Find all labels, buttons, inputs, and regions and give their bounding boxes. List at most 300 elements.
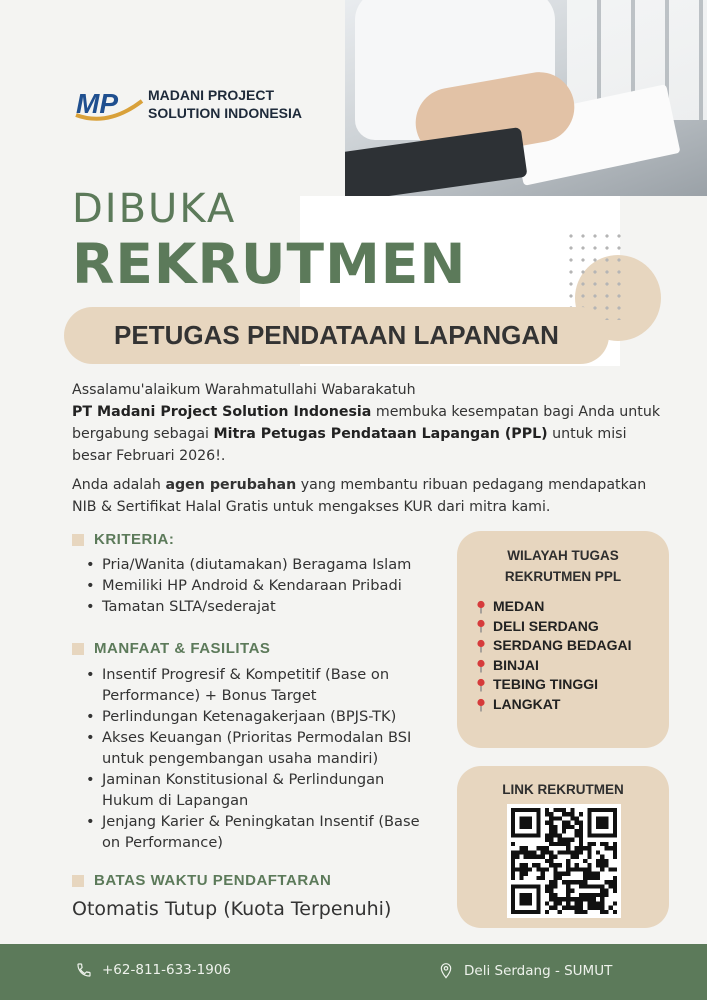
qr-module	[579, 880, 583, 884]
qr-module	[562, 808, 566, 812]
intro-paragraph	[72, 379, 662, 467]
qr-module	[536, 867, 540, 871]
qr-module	[579, 867, 583, 871]
qr-module	[587, 855, 591, 859]
qr-module	[579, 812, 583, 816]
qr-module	[604, 842, 608, 846]
qr-module	[575, 829, 579, 833]
qr-module	[549, 880, 553, 884]
qr-module	[579, 893, 583, 897]
list-item: • Jenjang Karier & Peningkatan Insentif (Base on Performance)	[86, 811, 432, 853]
qr-module	[600, 893, 604, 897]
qr-module	[553, 842, 557, 846]
qr-module	[570, 812, 574, 816]
qr-module	[553, 893, 557, 897]
qr-module	[545, 808, 549, 812]
qr-module	[541, 850, 545, 854]
qr-module	[592, 884, 596, 888]
qr-module	[566, 859, 570, 863]
qr-module	[511, 859, 515, 863]
qr-module	[553, 867, 557, 871]
intro-paragraph-2	[72, 474, 662, 518]
position-pill: PETUGAS PENDATAAN LAPANGAN	[64, 307, 609, 364]
qr-module	[528, 855, 532, 859]
qr-module	[609, 867, 613, 871]
qr-module	[579, 910, 583, 914]
qr-module	[545, 838, 549, 842]
list-item: MEDAN	[475, 597, 631, 617]
qr-module	[562, 821, 566, 825]
qr-finder	[519, 816, 532, 829]
qr-module	[549, 889, 553, 893]
qr-module	[528, 867, 532, 871]
deadline-value: Otomatis Tutup (Kuota Terpenuhi)	[72, 898, 392, 920]
qr-module	[519, 867, 523, 871]
map-pin-icon	[475, 619, 487, 633]
qr-module	[592, 876, 596, 880]
qr-module	[566, 838, 570, 842]
company-logo	[72, 86, 302, 122]
qr-module	[587, 893, 591, 897]
qr-module	[524, 863, 528, 867]
qr-module	[566, 884, 570, 888]
list-item: TEBING TINGGI	[475, 675, 631, 695]
qr-module	[587, 906, 591, 910]
qr-module	[587, 867, 591, 871]
qr-module	[600, 863, 604, 867]
mp-logo-icon	[72, 87, 144, 121]
list-item: • Insentif Progresif & Kompetitif (Base on Performance) + Bonus Target	[86, 664, 432, 706]
qr-module	[562, 838, 566, 842]
qr-module	[596, 850, 600, 854]
qr-module	[583, 876, 587, 880]
qr-module	[575, 821, 579, 825]
qr-module	[558, 842, 562, 846]
wilayah-list	[475, 597, 631, 715]
qr-module	[558, 816, 562, 820]
qr-module	[604, 910, 608, 914]
qr-module	[609, 884, 613, 888]
location-pin-icon	[438, 962, 454, 980]
qr-module	[579, 846, 583, 850]
qr-module	[566, 872, 570, 876]
qr-code-icon	[511, 808, 617, 914]
wilayah-title	[457, 545, 669, 587]
batas-title: BATAS WAKTU PENDAFTARAN	[94, 872, 332, 889]
qr-module	[553, 872, 557, 876]
qr-module	[613, 889, 617, 893]
qr-module	[566, 850, 570, 854]
qr-module	[511, 842, 515, 846]
location-text: Deli Serdang - SUMUT	[464, 963, 613, 979]
qr-module	[613, 876, 617, 880]
qr-module	[596, 872, 600, 876]
intro2-a: Anda adalah	[72, 477, 166, 493]
qr-module	[587, 850, 591, 854]
qr-module	[592, 842, 596, 846]
qr-module	[541, 867, 545, 871]
qr-module	[592, 901, 596, 905]
list-item: DELI SERDANG	[475, 617, 631, 637]
qr-module	[558, 838, 562, 842]
qr-module	[532, 850, 536, 854]
qr-module	[553, 880, 557, 884]
qr-module	[558, 872, 562, 876]
qr-module	[596, 893, 600, 897]
qr-module	[570, 838, 574, 842]
qr-module	[609, 846, 613, 850]
qr-module	[604, 846, 608, 850]
qr-module	[545, 867, 549, 871]
qr-module	[592, 872, 596, 876]
qr-module	[609, 906, 613, 910]
qr-module	[549, 825, 553, 829]
qr-module	[549, 816, 553, 820]
qr-module	[566, 867, 570, 871]
qr-module	[566, 889, 570, 893]
qr-module	[519, 846, 523, 850]
qr-module	[558, 876, 562, 880]
link-title: LINK REKRUTMEN	[502, 782, 624, 797]
qr-module	[600, 884, 604, 888]
qr-module	[532, 855, 536, 859]
qr-module	[613, 842, 617, 846]
qr-module	[566, 880, 570, 884]
map-pin-icon	[475, 678, 487, 692]
kriteria-heading	[72, 531, 174, 548]
qr-module	[575, 816, 579, 820]
qr-module	[579, 833, 583, 837]
qr-module	[600, 901, 604, 905]
qr-module	[596, 859, 600, 863]
qr-module	[575, 855, 579, 859]
qr-module	[566, 825, 570, 829]
logo-initials: MP	[76, 88, 118, 119]
qr-module	[579, 821, 583, 825]
qr-module	[579, 901, 583, 905]
qr-module	[536, 876, 540, 880]
qr-module	[600, 889, 604, 893]
qr-module	[579, 906, 583, 910]
list-item: SERDANG BEDAGAI	[475, 636, 631, 656]
qr-module	[511, 872, 515, 876]
qr-module	[545, 812, 549, 816]
qr-module	[562, 842, 566, 846]
qr-module	[545, 846, 549, 850]
qr-module	[545, 859, 549, 863]
qr-module	[575, 863, 579, 867]
qr-module	[604, 893, 608, 897]
list-item: • Memiliki HP Android & Kendaraan Pribadi	[86, 575, 446, 596]
qr-module	[515, 867, 519, 871]
qr-module	[600, 842, 604, 846]
footer-location	[438, 962, 612, 980]
qr-module	[579, 897, 583, 901]
qr-module	[587, 876, 591, 880]
map-pin-icon	[475, 639, 487, 653]
qr-module	[596, 884, 600, 888]
wilayah-title-line2: REKRUTMEN PPL	[504, 569, 622, 584]
qr-module	[511, 855, 515, 859]
square-bullet-icon	[72, 534, 84, 546]
qr-module	[519, 863, 523, 867]
wilayah-title-line1: WILAYAH TUGAS	[507, 548, 619, 563]
qr-module	[583, 872, 587, 876]
qr-module	[511, 863, 515, 867]
qr-module	[570, 808, 574, 812]
list-item: • Pria/Wanita (diutamakan) Beragama Islam	[86, 554, 446, 575]
qr-module	[541, 855, 545, 859]
intro2-b: yang membantu ribuan pedagang mendapatkan NIB & Sertifikat Halal Gratis untuk mengakses KUR dari mitra kami.	[72, 477, 647, 515]
qr-module	[553, 897, 557, 901]
qr-module	[583, 897, 587, 901]
qr-module	[545, 833, 549, 837]
qr-module	[549, 897, 553, 901]
qr-module	[558, 910, 562, 914]
qr-module	[566, 821, 570, 825]
list-item: • Jaminan Konstitusional & Perlindungan Hukum di Lapangan	[86, 769, 432, 811]
qr-module	[587, 901, 591, 905]
qr-module	[553, 863, 557, 867]
qr-module	[532, 863, 536, 867]
qr-module	[545, 901, 549, 905]
qr-module	[583, 880, 587, 884]
qr-module	[524, 855, 528, 859]
kriteria-list	[86, 554, 446, 617]
qr-module	[549, 906, 553, 910]
qr-module	[570, 880, 574, 884]
qr-module	[587, 863, 591, 867]
list-item: LANGKAT	[475, 695, 631, 715]
qr-module	[519, 876, 523, 880]
qr-module	[558, 901, 562, 905]
qr-module	[566, 897, 570, 901]
company-name: PT Madani Project Solution Indonesia	[72, 404, 372, 420]
qr-module	[592, 906, 596, 910]
qr-module	[575, 850, 579, 854]
qr-module	[596, 901, 600, 905]
headline-dibuka: DIBUKA	[72, 186, 237, 232]
qr-module	[575, 901, 579, 905]
qr-module	[519, 850, 523, 854]
qr-module	[515, 850, 519, 854]
qr-module	[536, 863, 540, 867]
qr-module	[558, 850, 562, 854]
qr-module	[545, 889, 549, 893]
manfaat-title: MANFAAT & FASILITAS	[94, 640, 271, 657]
qr-module	[583, 884, 587, 888]
qr-module	[600, 855, 604, 859]
qr-module	[575, 906, 579, 910]
qr-module	[604, 889, 608, 893]
qr-module	[519, 872, 523, 876]
qr-module	[583, 846, 587, 850]
qr-module	[579, 829, 583, 833]
qr-module	[613, 880, 617, 884]
qr-module	[600, 897, 604, 901]
qr-module	[587, 842, 591, 846]
qr-module	[545, 910, 549, 914]
qr-module	[524, 850, 528, 854]
qr-module	[541, 846, 545, 850]
qr-module	[511, 876, 515, 880]
phone-number: +62-811-633-1906	[102, 962, 231, 978]
qr-module	[570, 906, 574, 910]
qr-module	[579, 884, 583, 888]
qr-module	[596, 906, 600, 910]
qr-module	[549, 859, 553, 863]
qr-module	[553, 833, 557, 837]
intro-text1: membuka kesempatan bagi Anda untuk bergabung sebagai	[72, 404, 661, 442]
qr-module	[549, 855, 553, 859]
map-pin-icon	[475, 600, 487, 614]
qr-module	[553, 855, 557, 859]
header-photo	[345, 0, 707, 196]
qr-module	[549, 821, 553, 825]
qr-module	[545, 821, 549, 825]
qr-module	[575, 910, 579, 914]
qr-module	[524, 846, 528, 850]
qr-module	[587, 897, 591, 901]
qr-module	[583, 859, 587, 863]
qr-module	[587, 872, 591, 876]
qr-module	[604, 863, 608, 867]
greeting: Assalamu'alaikum Warahmatullahi Wabarakatuh	[72, 382, 416, 398]
qr-module	[515, 855, 519, 859]
qr-module	[562, 829, 566, 833]
qr-module	[511, 867, 515, 871]
qr-module	[575, 867, 579, 871]
qr-module	[570, 867, 574, 871]
qr-module	[566, 906, 570, 910]
qr-module	[541, 876, 545, 880]
qr-module	[562, 850, 566, 854]
list-item: • Perlindungan Ketenagakerjaan (BPJS-TK)	[86, 706, 432, 727]
qr-module	[549, 838, 553, 842]
qr-finder	[519, 893, 532, 906]
qr-module	[613, 846, 617, 850]
qr-module	[570, 850, 574, 854]
qr-module	[553, 901, 557, 905]
qr-module	[545, 850, 549, 854]
qr-module	[596, 863, 600, 867]
qr-module	[613, 867, 617, 871]
qr-module	[549, 812, 553, 816]
qr-module	[579, 850, 583, 854]
wilayah-card	[457, 531, 669, 748]
qr-module	[570, 816, 574, 820]
qr-finder	[596, 816, 609, 829]
qr-module	[524, 872, 528, 876]
qr-module	[570, 889, 574, 893]
role-name: Mitra Petugas Pendataan Lapangan (PPL)	[213, 426, 548, 442]
qr-module	[549, 863, 553, 867]
qr-module	[583, 893, 587, 897]
qr-module	[575, 897, 579, 901]
list-item: BINJAI	[475, 656, 631, 676]
brand-name-line1: MADANI PROJECT	[148, 87, 275, 103]
qr-module	[536, 855, 540, 859]
qr-module	[600, 867, 604, 871]
footer-bar	[0, 944, 707, 1000]
qr-module	[549, 884, 553, 888]
qr-module	[558, 897, 562, 901]
manfaat-heading	[72, 640, 270, 657]
qr-module	[562, 872, 566, 876]
qr-module	[528, 850, 532, 854]
qr-module	[570, 825, 574, 829]
list-item: • Akses Keuangan (Prioritas Permodalan BSI untuk pengembangan usaha mandiri)	[86, 727, 432, 769]
square-bullet-icon	[72, 875, 84, 887]
qr-module	[613, 855, 617, 859]
qr-module	[536, 846, 540, 850]
qr-module	[575, 846, 579, 850]
qr-module	[562, 880, 566, 884]
qr-module	[553, 876, 557, 880]
qr-module	[549, 842, 553, 846]
qr-module	[566, 812, 570, 816]
qr-module	[604, 880, 608, 884]
qr-module	[579, 825, 583, 829]
qr-module	[609, 880, 613, 884]
qr-module	[566, 846, 570, 850]
qr-module	[549, 829, 553, 833]
qr-code[interactable]	[507, 804, 621, 918]
brand-name-line2: SOLUTION INDONESIA	[148, 105, 303, 121]
qr-module	[583, 867, 587, 871]
qr-module	[570, 897, 574, 901]
map-pin-icon	[475, 659, 487, 673]
batas-heading	[72, 872, 331, 889]
qr-module	[592, 897, 596, 901]
qr-module	[592, 893, 596, 897]
brand-name	[148, 86, 302, 122]
qr-module	[549, 893, 553, 897]
qr-module	[600, 859, 604, 863]
qr-module	[553, 884, 557, 888]
qr-module	[566, 842, 570, 846]
manfaat-list	[86, 664, 432, 853]
qr-module	[562, 825, 566, 829]
qr-module	[511, 850, 515, 854]
intro-text2: untuk misi besar Februari 2026!.	[72, 426, 627, 464]
qr-module	[579, 838, 583, 842]
qr-module	[579, 842, 583, 846]
qr-module	[541, 872, 545, 876]
qr-module	[545, 884, 549, 888]
qr-module	[562, 812, 566, 816]
qr-module	[575, 880, 579, 884]
qr-module	[604, 859, 608, 863]
phone-icon	[76, 962, 92, 978]
qr-module	[558, 833, 562, 837]
qr-module	[575, 833, 579, 837]
qr-module	[600, 910, 604, 914]
qr-module	[613, 901, 617, 905]
square-bullet-icon	[72, 643, 84, 655]
qr-module	[566, 863, 570, 867]
qr-module	[549, 850, 553, 854]
kriteria-title: KRITERIA:	[94, 531, 175, 548]
list-item: • Tamatan SLTA/sederajat	[86, 596, 446, 617]
headline-rekrutmen: REKRUTMEN	[72, 232, 467, 296]
qr-module	[553, 808, 557, 812]
qr-module	[566, 893, 570, 897]
qr-module	[562, 906, 566, 910]
qr-module	[587, 884, 591, 888]
footer-phone[interactable]	[76, 962, 231, 978]
qr-module	[524, 867, 528, 871]
